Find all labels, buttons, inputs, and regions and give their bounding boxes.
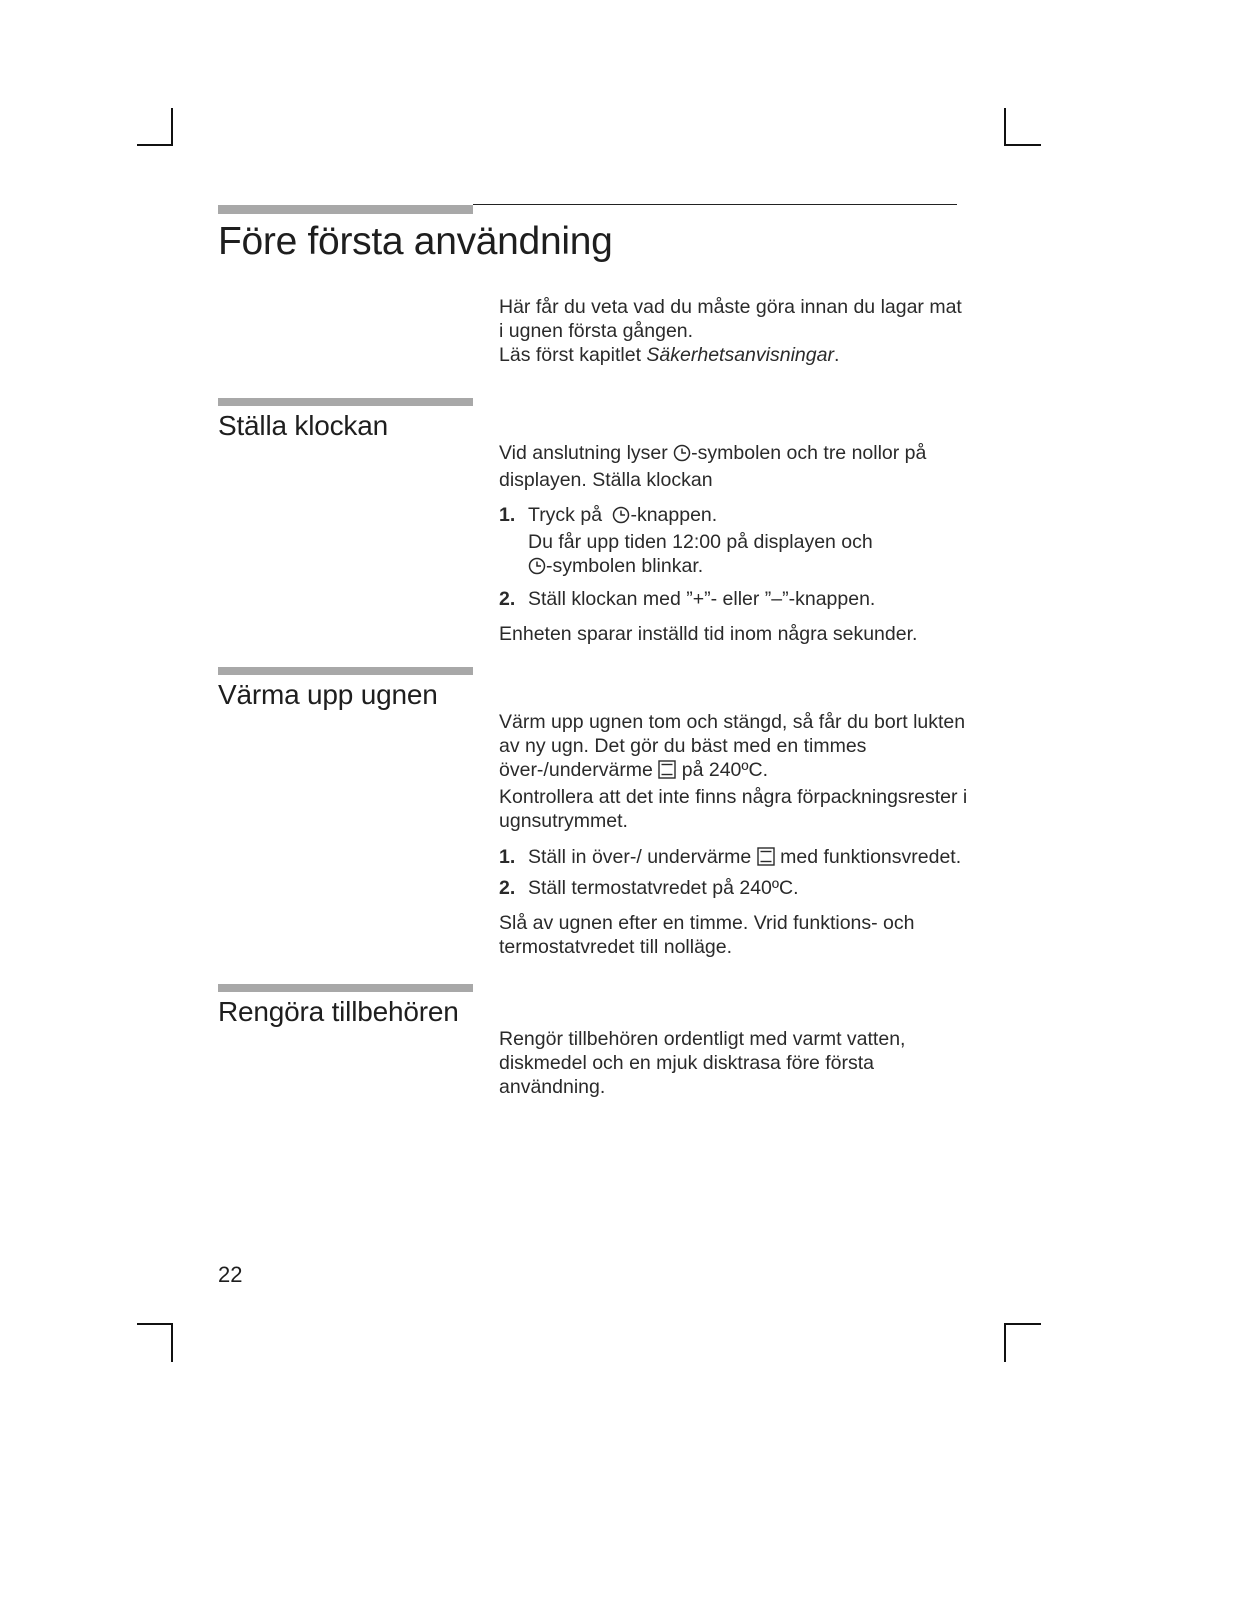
intro-line-2: Läs först kapitlet Säkerhetsanvisningar. <box>499 344 840 366</box>
clock-icon <box>673 444 691 468</box>
title-rule-line <box>473 204 957 205</box>
heat-check: Kontrollera att det inte finns några förpackningsrester i ugnsutrymmet. <box>499 786 968 832</box>
heat-intro: Värm upp ugnen tom och stängd, så får du bort lukten av ny ugn. Det gör du bäst med en timmes över-/undervärme på 240ºC. <box>499 710 969 785</box>
page-number: 22 <box>218 1262 243 1287</box>
section-rule-heat <box>218 667 473 675</box>
section-body-clean <box>499 1027 919 1099</box>
section-heading-heat: Värma upp ugnen <box>218 679 438 710</box>
clock-icon <box>612 506 630 530</box>
clock-intro: Vid anslutning lyser -symbolen och tre nollor på displayen. Ställa klockan <box>499 442 927 491</box>
intro-text <box>499 295 969 367</box>
list-item: 1. Ställ in över-/ undervärme med funktionsvredet. <box>499 845 969 872</box>
section-rule-clean <box>218 984 473 992</box>
heat-note: Slå av ugnen efter en timme. Vrid funktions- och termostatvredet till nolläge. <box>499 912 915 958</box>
section-body-clock <box>499 441 959 646</box>
top-bottom-heat-icon <box>658 760 676 785</box>
clean-text: Rengör tillbehören ordentligt med varmt vatten, diskmedel och en mjuk disktrasa före första användning. <box>499 1028 906 1098</box>
clock-icon <box>528 557 546 581</box>
clock-note: Enheten sparar inställd tid inom några sekunder. <box>499 623 918 645</box>
section-heading-clean: Rengöra tillbehören <box>218 996 459 1027</box>
section-rule-clock <box>218 398 473 406</box>
list-item: 2. Ställ termostatvredet på 240ºC. <box>499 877 799 899</box>
clock-steps <box>499 503 959 611</box>
safety-chapter-reference: Säkerhetsanvisningar <box>646 344 834 366</box>
list-item: 2. Ställ klockan med ”+”- eller ”–”-knappen. <box>499 588 876 610</box>
page-title: Före första användning <box>218 220 613 263</box>
heat-steps <box>499 845 969 900</box>
list-item: 1. Tryck på -knappen. Du får upp tiden 12:00 på displayen och -symbolen blinkar. <box>499 503 959 581</box>
section-heading-clock: Ställa klockan <box>218 410 388 441</box>
title-rule-bar <box>218 205 473 214</box>
section-body-heat <box>499 710 969 959</box>
top-bottom-heat-icon <box>757 847 775 872</box>
intro-line-1: Här får du veta vad du måste göra innan du lagar mat i ugnen första gången. <box>499 296 962 342</box>
